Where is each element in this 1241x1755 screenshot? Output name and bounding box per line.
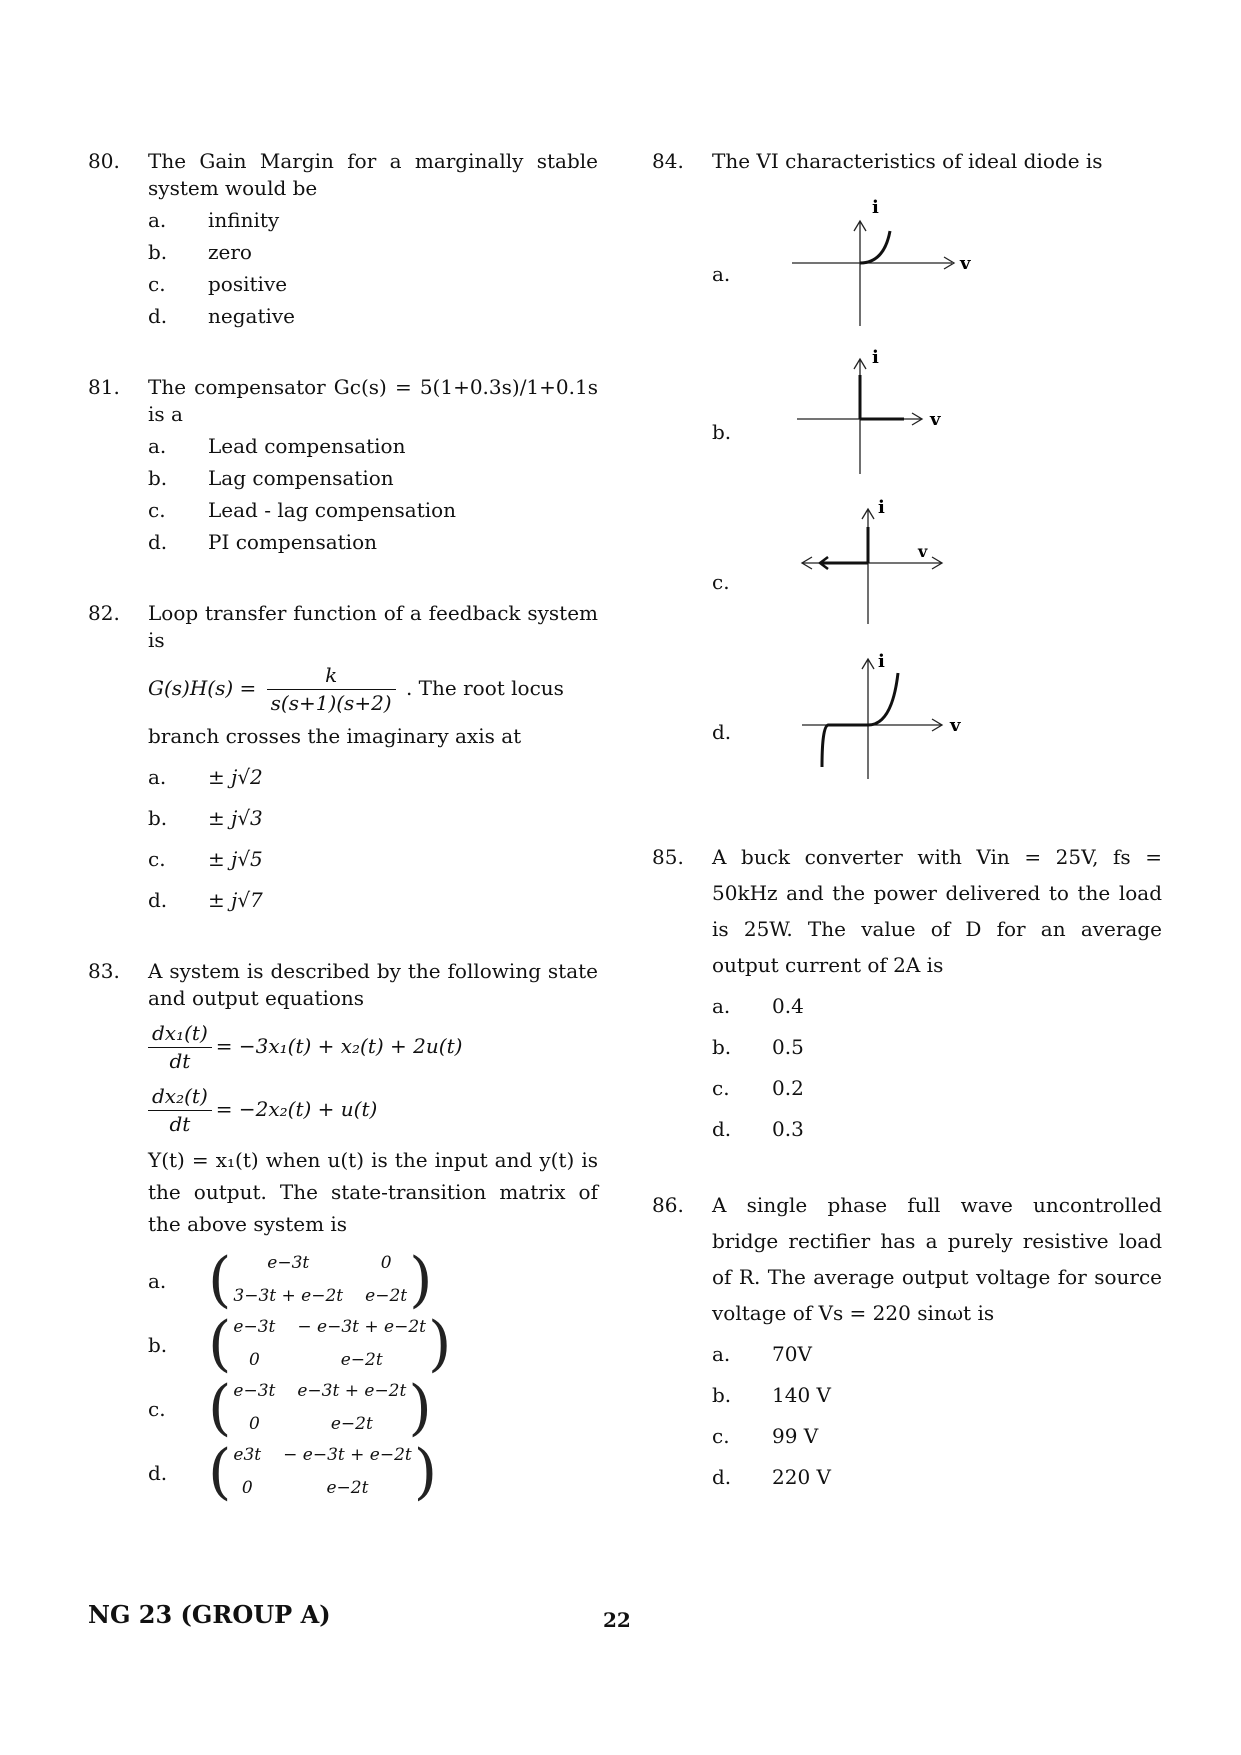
option-text: ± j√2 <box>208 765 263 789</box>
matrix: ( e3t − e−3t + e−2t 0 e−2t ) <box>208 1437 438 1507</box>
question-85 <box>652 839 1162 1147</box>
vi-graph-b <box>792 349 992 489</box>
option <box>148 805 598 832</box>
question-number: 84. <box>652 149 684 173</box>
option-b-figure <box>712 349 1162 499</box>
option-text: Lead compensation <box>208 434 406 458</box>
matrix-cell: e−2t <box>330 1414 373 1434</box>
axis-label-i: i <box>872 349 879 368</box>
option <box>712 1418 1162 1454</box>
option-letter: d. <box>148 530 168 554</box>
option-letter: d. <box>712 1465 732 1489</box>
option-letter: a. <box>148 765 167 789</box>
tf-numerator: k <box>267 662 396 690</box>
matrix-cell: e−2t <box>326 1478 369 1498</box>
option <box>148 846 598 873</box>
option <box>712 988 1162 1024</box>
axis-label-i: i <box>878 499 885 518</box>
option-letter: a. <box>712 1342 731 1366</box>
option-text: negative <box>208 304 296 328</box>
option-text: 0.3 <box>772 1117 804 1141</box>
question-84 <box>652 148 1162 799</box>
question-number: 83. <box>88 959 120 983</box>
option-text: 0.5 <box>772 1035 804 1059</box>
option-letter: a. <box>712 262 731 286</box>
matrix: ( e−3t 0 3−3t + e−2t e−2t ) <box>208 1245 433 1315</box>
matrix-cell: e−3t <box>233 1317 276 1337</box>
option-letter: d. <box>148 304 168 328</box>
option-text: zero <box>208 240 252 264</box>
eq1-denominator: dt <box>169 1049 191 1073</box>
option-text: 140 V <box>772 1383 831 1407</box>
option-letter: a. <box>148 1269 167 1293</box>
question-text: The VI characteristics of ideal diode is <box>712 149 1103 173</box>
state-equation-2 <box>148 1083 598 1138</box>
option <box>148 1437 598 1507</box>
left-column <box>88 148 598 1507</box>
tf-denominator: s(s+1)(s+2) <box>270 691 392 715</box>
option-text: 0.2 <box>772 1076 804 1100</box>
state-equation-1 <box>148 1020 598 1075</box>
eq1-rhs: = −3x₁(t) + x₂(t) + 2u(t) <box>215 1034 463 1058</box>
option-letter: a. <box>148 434 167 458</box>
option-text: ± j√5 <box>208 847 263 871</box>
vi-graph-a <box>792 191 992 331</box>
matrix: ( e−3t − e−3t + e−2t 0 e−2t ) <box>208 1309 452 1379</box>
eq2-numerator: dx₂(t) <box>148 1083 212 1111</box>
vi-graph-d <box>792 649 992 789</box>
matrix-cell: e3t <box>233 1445 262 1465</box>
matrix-cell: 0 <box>380 1253 392 1273</box>
option-text: 99 V <box>772 1424 819 1448</box>
matrix-cell: e−3t + e−2t <box>297 1381 407 1401</box>
question-81 <box>88 374 598 556</box>
axis-label-i: i <box>878 651 885 672</box>
option-letter: a. <box>148 208 167 232</box>
option-a-figure <box>712 191 1162 341</box>
question-text: A single phase full wave uncontrolled bridge rectifier has a purely resistive load of R. The average output voltage for source voltage of Vs = 220 sinωt is <box>712 1193 1162 1325</box>
option <box>148 1245 598 1315</box>
matrix-cell: e−2t <box>365 1286 408 1306</box>
option-letter: b. <box>148 806 168 830</box>
option-letter: c. <box>148 847 166 871</box>
option <box>712 1111 1162 1147</box>
eq2-denominator: dt <box>169 1112 191 1136</box>
option <box>148 1373 598 1443</box>
question-82 <box>88 600 598 914</box>
matrix-cell: 0 <box>248 1414 260 1434</box>
matrix-cell: 3−3t + e−2t <box>233 1286 344 1306</box>
option <box>712 1459 1162 1495</box>
matrix-cell: e−3t <box>233 1381 276 1401</box>
question-text: A buck converter with Vin = 25V, fs = 50kHz and the power delivered to the load is 25W. The value of D for an average output current of 2A is <box>712 845 1162 977</box>
option <box>148 465 598 492</box>
eq1-numerator: dx₁(t) <box>148 1020 212 1048</box>
option-letter: b. <box>712 1383 732 1407</box>
question-number: 85. <box>652 845 684 869</box>
axis-label-v: v <box>918 542 928 561</box>
matrix: ( e−3t e−3t + e−2t 0 e−2t ) <box>208 1373 432 1443</box>
matrix-cell: − e−3t + e−2t <box>297 1317 426 1337</box>
question-number: 82. <box>88 601 120 625</box>
tf-after: . The root locus <box>405 676 564 700</box>
eq1-fraction <box>148 1020 212 1075</box>
question-text: A system is described by the following state and output equations <box>148 959 598 1010</box>
eq2-rhs: = −2x₂(t) + u(t) <box>215 1097 378 1121</box>
vi-graph-c <box>792 499 992 639</box>
option-letter: d. <box>148 1461 168 1485</box>
option-letter: d. <box>148 888 168 912</box>
question-text: Loop transfer function of a feedback system is <box>148 601 598 652</box>
question-number: 86. <box>652 1193 684 1217</box>
question-text: The Gain Margin for a marginally stable system would be <box>148 149 598 200</box>
option-letter: c. <box>148 272 166 296</box>
page-number: 22 <box>603 1608 631 1632</box>
question-number: 81. <box>88 375 120 399</box>
option <box>148 433 598 460</box>
option <box>148 529 598 556</box>
option-letter: b. <box>148 466 168 490</box>
tf-lhs: G(s)H(s) = <box>148 676 257 700</box>
option-letter: a. <box>712 994 731 1018</box>
axis-label-v: v <box>960 253 971 274</box>
option-letter: b. <box>148 1333 168 1357</box>
option <box>148 764 598 791</box>
question-80 <box>88 148 598 330</box>
question-86 <box>652 1187 1162 1495</box>
matrix-cell: e−3t <box>267 1253 310 1273</box>
option <box>148 887 598 914</box>
matrix-cell: 0 <box>241 1478 253 1498</box>
option <box>712 1029 1162 1065</box>
option-text: PI compensation <box>208 530 377 554</box>
option-text: Lead - lag compensation <box>208 498 457 522</box>
option-text: 70V <box>772 1342 812 1366</box>
option-text: positive <box>208 272 288 296</box>
option <box>712 1377 1162 1413</box>
question-text-continued: Y(t) = x₁(t) when u(t) is the input and y(t) is the output. The state-transition matrix of the above system is <box>148 1148 598 1236</box>
option-text: Lag compensation <box>208 466 394 490</box>
transfer-function <box>148 662 598 717</box>
option-letter: c. <box>148 498 166 522</box>
option-text: ± j√7 <box>208 888 263 912</box>
option <box>712 1070 1162 1106</box>
matrix-cell: e−2t <box>340 1350 383 1370</box>
option-letter: c. <box>712 570 730 594</box>
option <box>148 1309 598 1379</box>
option <box>148 303 598 330</box>
exam-code: NG 23 (GROUP A) <box>88 1600 331 1629</box>
question-text: The compensator Gc(s) = 5(1+0.3s)/1+0.1s is a <box>148 375 598 426</box>
eq2-fraction <box>148 1083 212 1138</box>
matrix-cell: − e−3t + e−2t <box>283 1445 412 1465</box>
question-number: 80. <box>88 149 120 173</box>
option-letter: c. <box>148 1397 166 1421</box>
question-83 <box>88 958 598 1507</box>
option <box>148 207 598 234</box>
option-letter: b. <box>712 420 732 444</box>
axis-label-i: i <box>872 197 879 218</box>
option-d-figure <box>712 649 1162 799</box>
option-letter: d. <box>712 720 732 744</box>
tf-fraction <box>267 662 396 717</box>
axis-label-v: v <box>950 715 961 736</box>
matrix-cell: 0 <box>248 1350 260 1370</box>
option-text: infinity <box>208 208 280 232</box>
option-text: ± j√3 <box>208 806 263 830</box>
option <box>148 497 598 524</box>
option-letter: c. <box>712 1076 730 1100</box>
option <box>148 271 598 298</box>
option-letter: d. <box>712 1117 732 1141</box>
option-letter: b. <box>712 1035 732 1059</box>
option-text: 220 V <box>772 1465 831 1489</box>
option-c-figure <box>712 499 1162 649</box>
option-letter: c. <box>712 1424 730 1448</box>
axis-label-v: v <box>930 409 941 430</box>
option <box>712 1336 1162 1372</box>
option-text: 0.4 <box>772 994 804 1018</box>
option <box>148 239 598 266</box>
question-text-continued: branch crosses the imaginary axis at <box>148 724 522 748</box>
right-column <box>652 148 1162 1495</box>
option-letter: b. <box>148 240 168 264</box>
